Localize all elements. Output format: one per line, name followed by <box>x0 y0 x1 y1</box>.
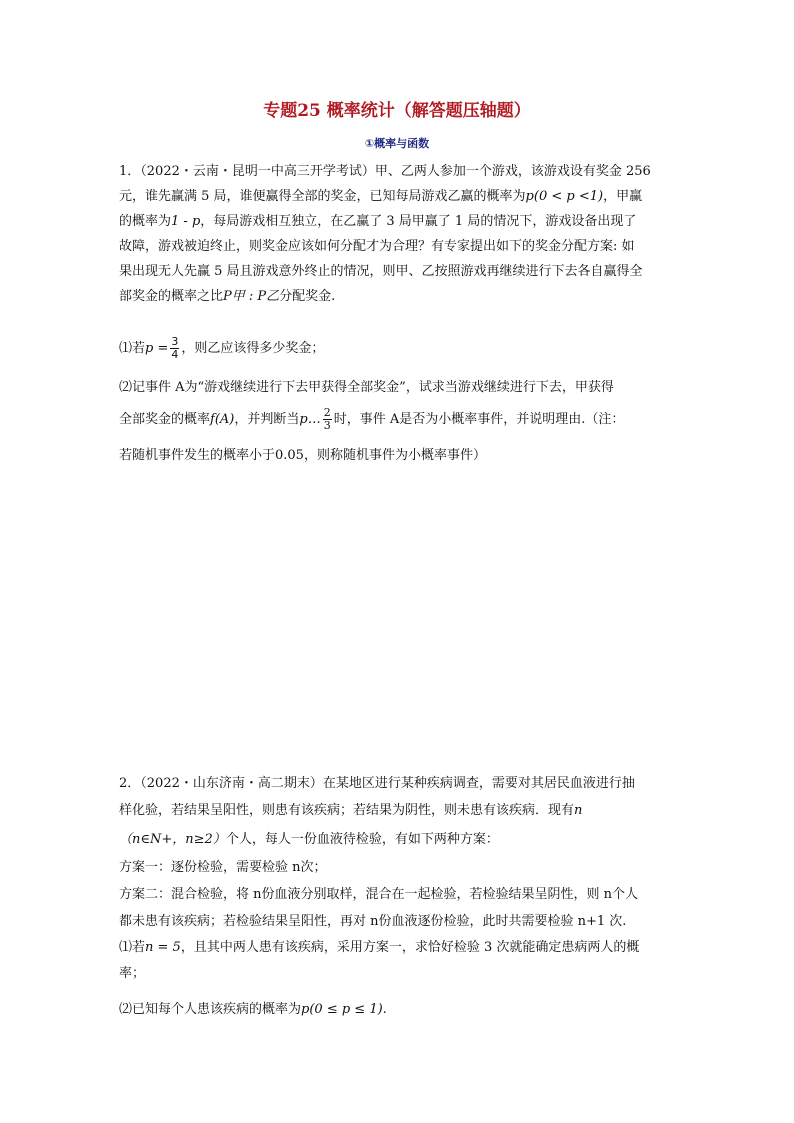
fraction-denominator: 4 <box>171 348 179 361</box>
q1-part-2-text-b: ，并判断当 <box>234 412 300 427</box>
q2-line-2 <box>119 799 582 818</box>
q2-part-1-line-2: 率； <box>119 966 146 981</box>
q1-part-1-label: ⑴若 <box>119 341 146 356</box>
q1-part-2-text-c: 时，事件 A是否为小概率事件，并说明理由.（注： <box>333 412 625 427</box>
q2-line-3-text: 个人，每人一份血液待检验，有如下两种方案： <box>225 832 499 847</box>
fraction-numerator: 2 <box>323 406 331 419</box>
q2-line-2-text: 样化验，若结果呈阳性，则患有该疾病；若结果为阴性，则未患有该疾病．现有 <box>119 803 575 818</box>
q1-line-1: 1．（2022・云南・昆明一中高三开学考试）甲、乙两人参加一个游戏，该游戏设有奖金 256 <box>119 164 651 179</box>
q2-part-2-tail: . <box>382 1002 387 1017</box>
q1-part-1-text: ，则乙应该得多少奖金； <box>181 341 325 356</box>
q2-part-1-line-1 <box>119 936 639 955</box>
q2-part-1-text: ，且其中两人患有该疾病，采用方案一，求恰好检验 3 次就能确定患病两人的概 <box>180 940 640 955</box>
q1-line-2-math: p(0 < p <1) <box>525 189 604 204</box>
q2-line-3-math: （n∈N+，n≥2） <box>119 832 226 847</box>
q2-line-2-math: n <box>574 803 583 818</box>
section-subtitle: ①概率与函数 <box>364 137 430 150</box>
q1-line-3-math: 1 - p <box>171 214 201 229</box>
q1-part-2-math: f(A) <box>210 412 235 427</box>
fraction-denominator: 3 <box>323 419 331 432</box>
q1-line-5: 果出现无人先赢 5 局且游戏意外终止的情况，则甲、乙按照游戏再继续进行下去各自赢得全 <box>119 264 643 279</box>
q1-line-4: 故障，游戏被迫终止，则奖金应该如何分配才为合理？有专家提出如下的奖金分配方案: 如 <box>119 239 635 254</box>
q1-part-2-fraction <box>323 407 332 432</box>
q1-line-3 <box>119 210 636 229</box>
q2-plan-2-line-1: 方案二：混合检验，将 n份血液分别取样，混合在一起检验，若检验结果呈阴性，则 n个人 <box>119 887 639 902</box>
q1-line-3-text: 的概率为 <box>119 214 172 229</box>
q1-line-6-tail: 分配奖金. <box>279 289 336 304</box>
q2-part-1-math: n = 5 <box>145 940 181 955</box>
q1-part-1-math: p = <box>145 341 169 356</box>
q1-line-3-tail: ，每局游戏相互独立，在乙赢了 3 局甲赢了 1 局的情况下，游戏设备出现了 <box>200 214 637 229</box>
q2-part-2-math: p(0 ≤ p ≤ 1) <box>301 1002 383 1017</box>
q2-part-2-text: ⑵已知每个人患该疾病的概率为 <box>119 1002 302 1017</box>
q2-line-3 <box>119 828 499 847</box>
q1-line-2 <box>119 185 642 204</box>
q1-line-6-math: P甲 : P乙 <box>223 289 280 304</box>
q1-part-2-math-b: p… <box>299 412 321 427</box>
q1-part-2-line-3: 若随机事件发生的概率小于0.05，则称随机事件为小概率事件） <box>119 448 486 463</box>
page-title: 专题25 概率统计（解答题压轴题） <box>263 101 531 121</box>
q1-part-2-line-2 <box>119 407 624 432</box>
q1-line-2-text: 元，谁先赢满 5 局，谁便赢得全部的奖金，已知每局游戏乙赢的概率为 <box>119 189 526 204</box>
q1-part-2-line-1: ⑵记事件 A为“游戏继续进行下去甲获得全部奖金”，试求当游戏继续进行下去，甲获得 <box>119 380 614 395</box>
q1-line-6 <box>119 285 335 304</box>
q2-plan-2-line-2: 都未患有该疾病；若检验结果呈阳性，再对 n份血液逐份检验，此时共需要检验 n+1 次. <box>119 914 627 929</box>
q1-part-1-fraction <box>170 336 179 361</box>
q1-part-1 <box>119 336 324 361</box>
q1-part-2-text: 全部奖金的概率 <box>119 412 211 427</box>
q2-plan-1: 方案一：逐份检验，需要检验 n次； <box>119 860 327 875</box>
fraction-numerator: 3 <box>171 335 179 348</box>
q1-line-2-tail: ，甲赢 <box>603 189 643 204</box>
q1-line-6-text: 部奖金的概率之比 <box>119 289 224 304</box>
q2-part-1-label: ⑴若 <box>119 940 146 955</box>
q2-line-1: 2．（2022・山东济南・高二期末）在某地区进行某种疾病调查，需要对其居民血液进行抽 <box>119 776 635 791</box>
q2-part-2 <box>119 998 387 1017</box>
